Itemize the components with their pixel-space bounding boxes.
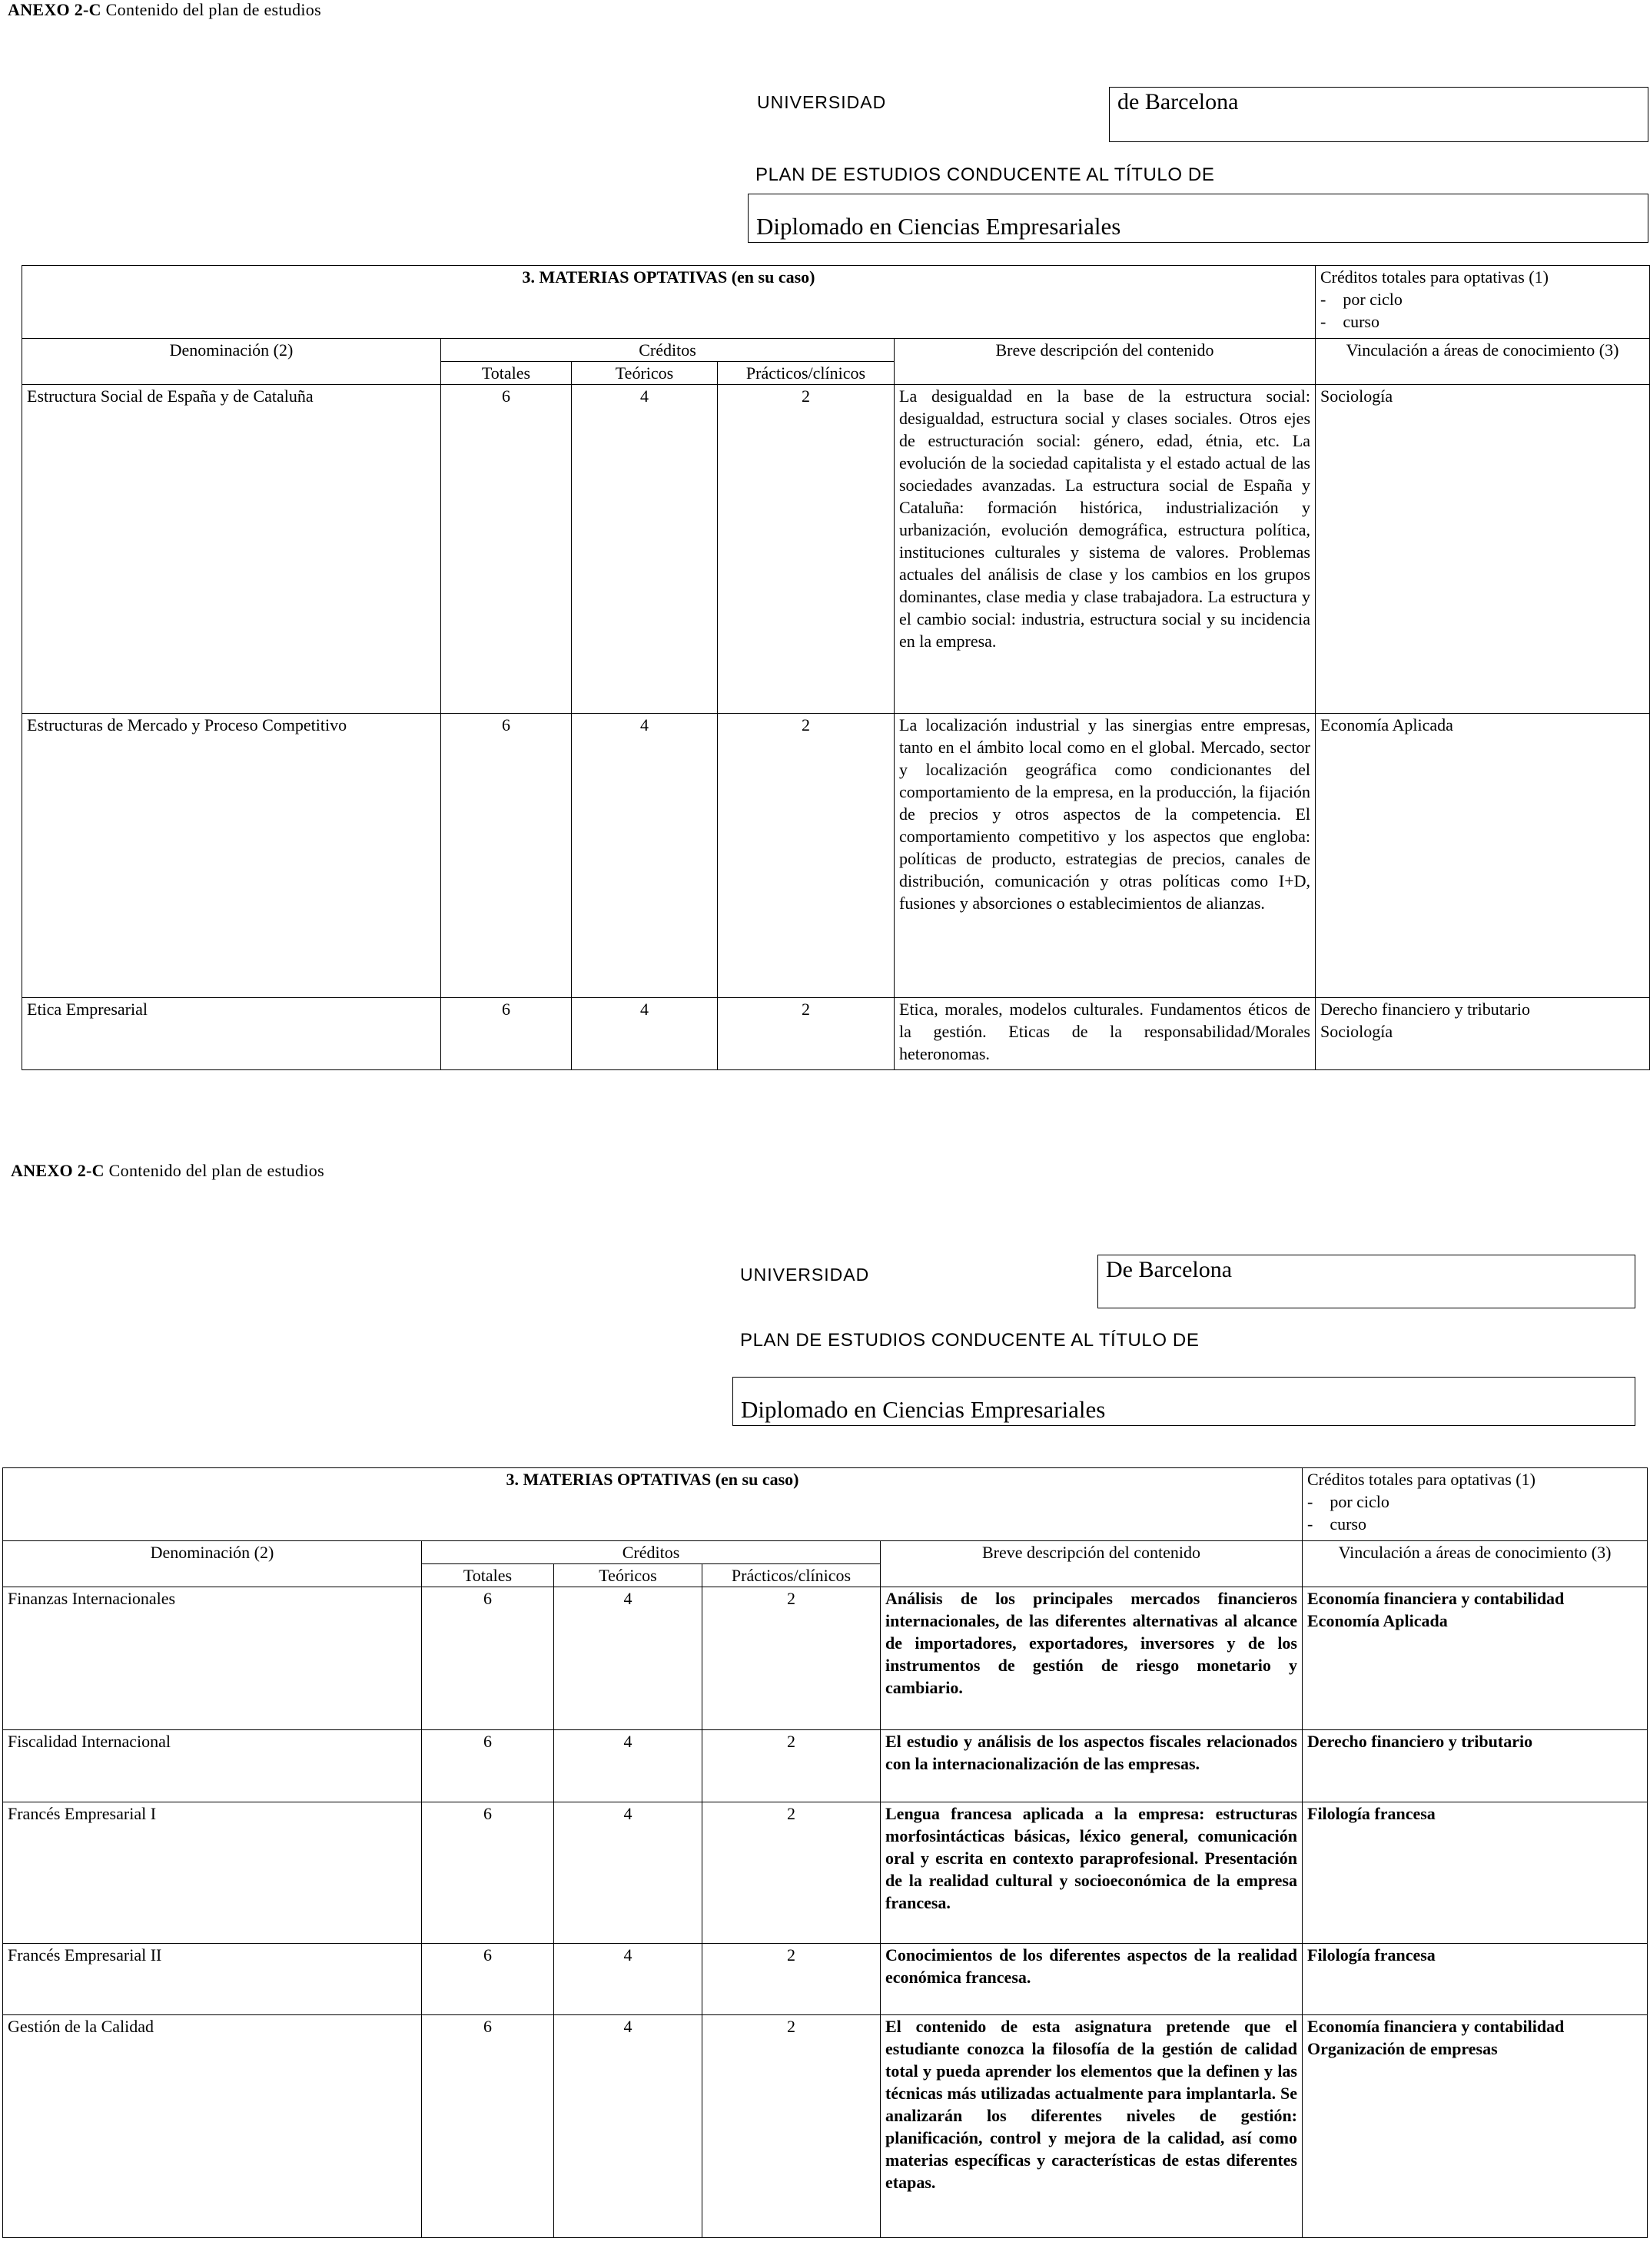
col-practicos: Prácticos/clínicos <box>718 362 895 385</box>
university-label: UNIVERSIDAD <box>757 92 887 112</box>
credits-totales: 6 <box>441 998 572 1070</box>
credits-teoricos: 4 <box>554 2015 702 2238</box>
table-row <box>22 998 1650 1070</box>
credits-teoricos: 4 <box>572 714 718 998</box>
credits-practicos: 2 <box>702 1944 881 2015</box>
subject-description: La desigualdad en la base de la estructura social: desigualdad, estructura social y clases sociales. Otros ejes de estructuración social: género, edad, étnia, etc. La evolución de la sociedad capitalista y el estado actual de las sociedades avanzadas. La estructura social de España y Cataluña: formación histórica, industrialización y urbanización, evolución demográfica, estructura política, instituciones culturales y sistema de valores. Problemas actuales del análisis de clase y los cambios en los grupos dominantes, clase media y clase trabajadora. La estructura y el cambio social: industria, estructura social y su incidencia en la empresa. <box>895 385 1316 714</box>
university-field: De Barcelona <box>1097 1255 1635 1308</box>
annex-heading: ANEXO 2-C Contenido del plan de estudios <box>11 1161 324 1180</box>
table-title-row <box>3 1468 1648 1541</box>
subject-areas: Economía financiera y contabilidad Organización de empresas <box>1303 2015 1648 2238</box>
credits-teoricos: 4 <box>554 1944 702 2015</box>
table-row <box>3 2015 1648 2238</box>
plan-label: PLAN DE ESTUDIOS CONDUCENTE AL TÍTULO DE <box>755 164 1215 185</box>
subject-description: La localización industrial y las sinergias entre empresas, tanto en el ámbito local como en el global. Mercado, sector y localización geográfica como condicionantes del comportamiento de la empresa, en la producción, la fijación de precios y otros aspectos de la competencia. El comportamiento competitivo y los aspectos que engloba: políticas de producto, estrategias de precios, canales de distribución, comunicación y otras políticas como I+D, fusiones y absorciones o establecimientos de alianzas. <box>895 714 1316 998</box>
table-row <box>3 1587 1648 1730</box>
col-practicos: Prácticos/clínicos <box>702 1564 881 1587</box>
table-header-row <box>22 339 1650 362</box>
credits-total-cell <box>1316 266 1650 339</box>
credits-practicos: 2 <box>718 714 895 998</box>
per-course-label: - curso <box>1320 310 1645 333</box>
subject-description: El contenido de esta asignatura pretende que el estudiante conozca la filosofía de la gestión de calidad total y pueda aprender los elementos que la definen y las técnicas más utilizadas actualmente para implantarla. Se analizarán los diferentes niveles de gestión: planificación, control y mejora de la calidad, así como materias específicas y características de estas diferentes etapas. <box>881 2015 1303 2238</box>
subject-name: Francés Empresarial I <box>3 1802 422 1944</box>
subject-name: Gestión de la Calidad <box>3 2015 422 2238</box>
credits-teoricos: 4 <box>554 1802 702 1944</box>
annex-page-2 <box>0 1149 1650 2268</box>
credits-totales: 6 <box>441 385 572 714</box>
credits-total-label: Créditos totales para optativas (1) <box>1307 1470 1535 1489</box>
subject-areas: Derecho financiero y tributario <box>1303 1730 1648 1802</box>
university-field: de Barcelona <box>1109 87 1648 142</box>
credits-practicos: 2 <box>702 1730 881 1802</box>
credits-totales: 6 <box>422 1944 554 2015</box>
subject-description: Lengua francesa aplicada a la empresa: estructuras morfosintácticas básicas, léxico general, comunicación oral y escrita en contexto paraprofesional. Presentación de la realidad cultural y socioeconómica de la empresa francesa. <box>881 1802 1303 1944</box>
credits-teoricos: 4 <box>572 998 718 1070</box>
table-row <box>3 1944 1648 2015</box>
credits-total-label: Créditos totales para optativas (1) <box>1320 267 1549 287</box>
table-title: 3. MATERIAS OPTATIVAS (en su caso) <box>3 1468 1303 1541</box>
per-course-label: - curso <box>1307 1513 1642 1535</box>
subject-areas: Filología francesa <box>1303 1944 1648 2015</box>
col-descripcion: Breve descripción del contenido <box>881 1541 1303 1587</box>
table-title: 3. MATERIAS OPTATIVAS (en su caso) <box>22 266 1316 339</box>
per-cycle-label: - por ciclo <box>1307 1490 1642 1513</box>
credits-practicos: 2 <box>718 998 895 1070</box>
optional-subjects-table <box>2 1467 1648 2238</box>
credits-totales: 6 <box>441 714 572 998</box>
subject-areas: Economía financiera y contabilidad Economía Aplicada <box>1303 1587 1648 1730</box>
table-header-row <box>3 1541 1648 1564</box>
subject-name: Francés Empresarial II <box>3 1944 422 2015</box>
col-teoricos: Teóricos <box>572 362 718 385</box>
credits-practicos: 2 <box>718 385 895 714</box>
credits-teoricos: 4 <box>554 1587 702 1730</box>
col-vinculacion: Vinculación a áreas de conocimiento (3) <box>1303 1541 1648 1587</box>
optional-subjects-table <box>22 265 1650 1070</box>
credits-totales: 6 <box>422 1587 554 1730</box>
subject-description: Análisis de los principales mercados financieros internacionales, de las diferentes alternativas al alcance de importadores, exportadores, inversores y de los instrumentos de gestión de riesgo monetario y cambiario. <box>881 1587 1303 1730</box>
col-descripcion: Breve descripción del contenido <box>895 339 1316 385</box>
credits-teoricos: 4 <box>572 385 718 714</box>
per-cycle-label: - por ciclo <box>1320 288 1645 310</box>
table-row <box>3 1802 1648 1944</box>
university-label: UNIVERSIDAD <box>740 1265 870 1285</box>
subject-name: Estructura Social de España y de Cataluña <box>22 385 441 714</box>
subject-name: Etica Empresarial <box>22 998 441 1070</box>
subject-name: Finanzas Internacionales <box>3 1587 422 1730</box>
col-creditos: Créditos <box>422 1541 881 1564</box>
subject-name: Estructuras de Mercado y Proceso Competitivo <box>22 714 441 998</box>
subject-description: Etica, morales, modelos culturales. Fundamentos éticos de la gestión. Eticas de la responsabilidad/Morales heteronomas. <box>895 998 1316 1070</box>
subject-description: El estudio y análisis de los aspectos fiscales relacionados con la internacionalización de las empresas. <box>881 1730 1303 1802</box>
subject-areas: Economía Aplicada <box>1316 714 1650 998</box>
subject-areas: Derecho financiero y tributario Sociología <box>1316 998 1650 1070</box>
col-denominacion: Denominación (2) <box>3 1541 422 1587</box>
table-row <box>22 714 1650 998</box>
credits-practicos: 2 <box>702 1587 881 1730</box>
subject-areas: Sociología <box>1316 385 1650 714</box>
col-teoricos: Teóricos <box>554 1564 702 1587</box>
annex-heading: ANEXO 2-C Contenido del plan de estudios <box>8 0 321 19</box>
col-creditos: Créditos <box>441 339 895 362</box>
credits-practicos: 2 <box>702 1802 881 1944</box>
col-totales: Totales <box>422 1564 554 1587</box>
col-vinculacion: Vinculación a áreas de conocimiento (3) <box>1316 339 1650 385</box>
col-denominacion: Denominación (2) <box>22 339 441 385</box>
subject-areas: Filología francesa <box>1303 1802 1648 1944</box>
annex-page-1 <box>0 0 1650 1091</box>
table-row <box>22 385 1650 714</box>
credits-totales: 6 <box>422 1802 554 1944</box>
degree-field: Diplomado en Ciencias Empresariales <box>732 1377 1635 1426</box>
credits-teoricos: 4 <box>554 1730 702 1802</box>
subject-name: Fiscalidad Internacional <box>3 1730 422 1802</box>
credits-total-cell <box>1303 1468 1648 1541</box>
subject-description: Conocimientos de los diferentes aspectos de la realidad económica francesa. <box>881 1944 1303 2015</box>
degree-field: Diplomado en Ciencias Empresariales <box>748 194 1648 243</box>
credits-totales: 6 <box>422 1730 554 1802</box>
credits-practicos: 2 <box>702 2015 881 2238</box>
credits-totales: 6 <box>422 2015 554 2238</box>
table-row <box>3 1730 1648 1802</box>
table-title-row <box>22 266 1650 339</box>
plan-label: PLAN DE ESTUDIOS CONDUCENTE AL TÍTULO DE <box>740 1330 1200 1351</box>
col-totales: Totales <box>441 362 572 385</box>
